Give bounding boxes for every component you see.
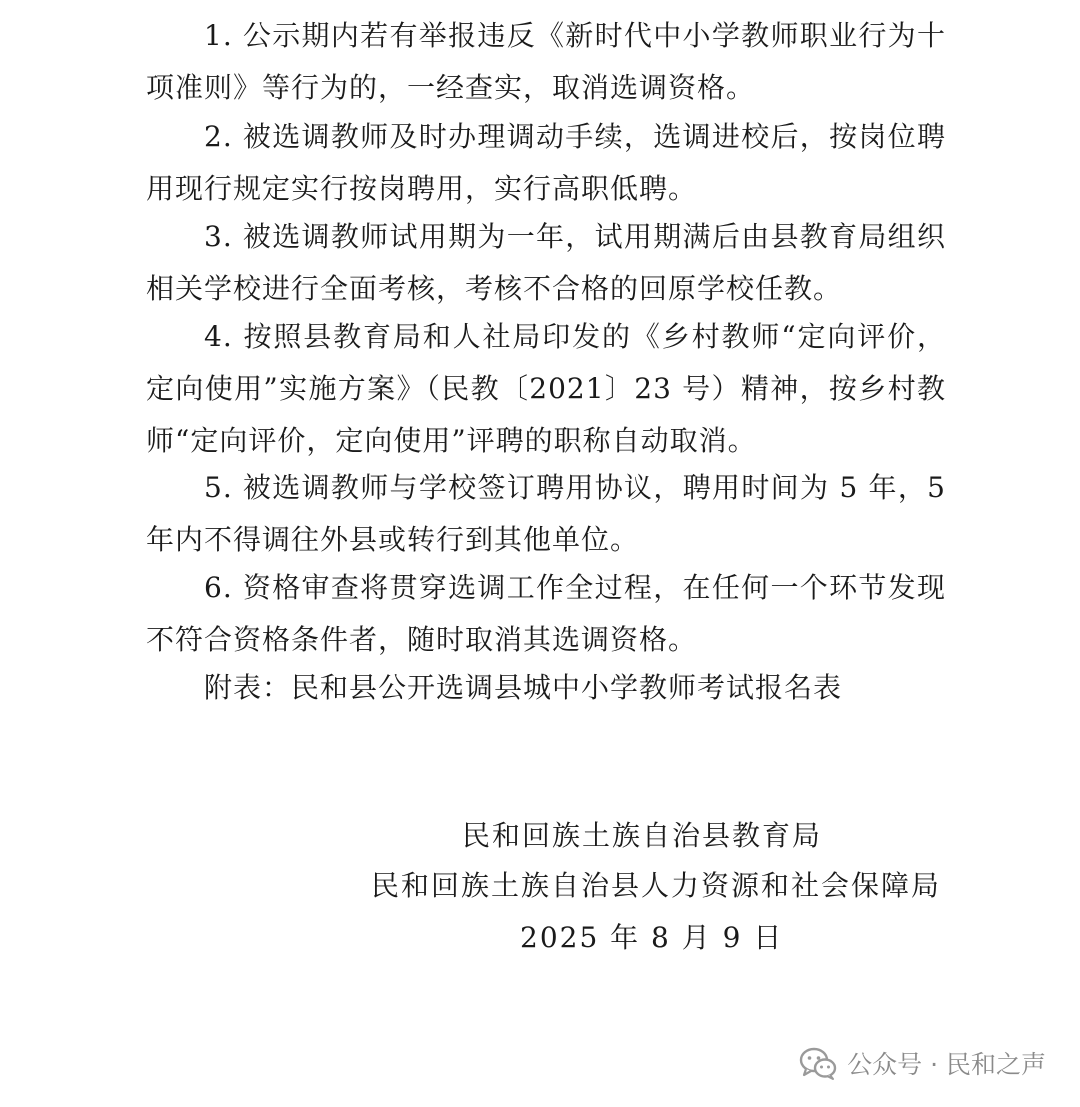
notice-item-5: 5. 被选调教师与学校签订聘用协议，聘用时间为 5 年，5 年内不得调往外县或转行到其他单位。	[146, 471, 946, 556]
notice-item-2: 2. 被选调教师及时办理调动手续，选调进校后，按岗位聘用现行规定实行按岗聘用，实行高职低聘。	[146, 120, 946, 205]
notice-item-3: 3. 被选调教师试用期为一年，试用期满后由县教育局组织相关学校进行全面考核，考核不合格的回原学校任教。	[146, 220, 946, 305]
account-watermark	[799, 1043, 1046, 1083]
wechat-icon	[799, 1046, 837, 1080]
issuer-education-bureau: 民和回族土族自治县教育局	[462, 819, 823, 852]
attachment-line: 附表：民和县公开选调县城中小学教师考试报名表	[204, 671, 843, 704]
issue-date: 2025 年 8 月 9 日	[520, 921, 784, 954]
notice-item-4: 4. 按照县教育局和人社局印发的《乡村教师“定向评价，定向使用”实施方案》（民教〔2021〕23 号）精神，按乡村教师“定向评价，定向使用”评聘的职称自动取消。	[146, 320, 946, 457]
notice-item-6: 6. 资格审查将贯穿选调工作全过程，在任何一个环节发现不符合资格条件者，随时取消其选调资格。	[146, 571, 946, 656]
notice-item-1: 1. 公示期内若有举报违反《新时代中小学教师职业行为十项准则》等行为的，一经查实，取消选调资格。	[146, 19, 946, 104]
watermark-text: 公众号 · 民和之声	[847, 1050, 1046, 1079]
issuer-hr-bureau: 民和回族土族自治县人力资源和社会保障局	[371, 869, 942, 902]
